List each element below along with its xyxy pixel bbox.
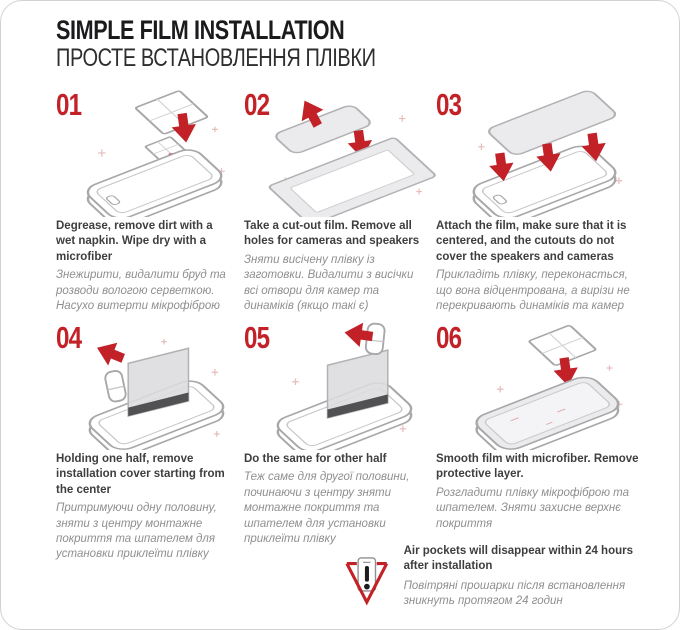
arrow-left-icon: [92, 336, 127, 369]
step-instruction-en: Attach the film, make sure that it is centered, and the cutouts do not cover the speakers and cameras: [436, 220, 627, 263]
step-04: [56, 320, 244, 561]
step-instruction-ua: Зняти висічену плівку із заготовки. Видалити з висічки всі отвори для камер та динаміків (якщо такі є): [244, 253, 414, 313]
warning-text: [404, 544, 657, 610]
step-02: [244, 87, 436, 320]
align-film-over-phone-icon: [452, 87, 638, 217]
step-instruction-en: Holding one half, remove installation cover starting from the center: [56, 453, 225, 496]
phone-screen-icon: [82, 146, 227, 217]
step-05: [244, 320, 436, 553]
warning-icon: [345, 544, 389, 618]
step-number: 05: [244, 320, 270, 355]
peel-film-from-cutout-icon: [260, 87, 436, 217]
step-number: 06: [436, 320, 462, 355]
step-03-illustration: [452, 87, 641, 217]
step-instruction-ua: Розгладити плівку мікрофіброю та шпателем. Зняти захисне верхнє покриття: [436, 486, 630, 530]
step-number: 02: [244, 87, 270, 122]
warning-text-en: Air pockets will disappear within 24 hours after installation: [403, 545, 633, 573]
step-instruction-en: Degrease, remove dirt with a wet napkin. Wipe dry with a microfiber: [56, 220, 213, 263]
wet-napkin-icon: [135, 91, 208, 135]
step-02-illustration: [260, 87, 436, 217]
warning-text-ua: Повітряні прошарки після встановлення зникнуть протягом 24 годин: [403, 579, 626, 608]
step-01-illustration: [72, 87, 244, 217]
step-number: 03: [436, 87, 462, 122]
step-04-illustration: [72, 320, 244, 450]
remove-cover-other-half-icon: [260, 320, 428, 450]
step-instruction-ua: Знежирити, видалити бруд та розводи вологою серветкою. Насухо витерти мікрофіброю: [56, 269, 226, 313]
step-instruction-en: Do the same for other half: [244, 453, 387, 465]
step-05-illustration: [260, 320, 436, 450]
pull-tab-icon: [104, 370, 127, 403]
smooth-film-icon: [452, 320, 638, 450]
remove-cover-half-icon: [72, 320, 240, 450]
page-title: SIMPLE FILM INSTALLATION: [56, 15, 345, 45]
step-01: [56, 87, 244, 320]
step-06-illustration: [452, 320, 641, 450]
step-instruction-ua: Прикладіть плівку, переконасться, що вона відцентрована, а вирізи не перекривають динаміків та камер: [436, 269, 630, 313]
step-03: [436, 87, 641, 320]
step-06: [436, 320, 641, 553]
header: [56, 17, 455, 72]
step-instruction-ua: Притримуючи одну половину, зняти з центру монтажне покриття та шпателем для установки приклеїти плівку: [56, 502, 217, 561]
step-number: 01: [56, 87, 82, 122]
air-pockets-warning: [345, 544, 657, 618]
step-instruction-ua: Теж саме для другої половини, починаючи з центру зняти монтажне покриття та шпателем для установки приклеїти плівку: [244, 471, 410, 546]
step-number: 04: [56, 320, 82, 355]
napkins-cleaning-phone-icon: [72, 87, 240, 217]
page-subtitle: ПРОСТЕ ВСТАНОВЛЕННЯ ПЛІВКИ: [56, 43, 376, 72]
step-instruction-en: Take a cut-out film. Remove all holes for cameras and speakers: [244, 220, 420, 248]
step-instruction-en: Smooth film with microfiber. Remove protective layer.: [436, 453, 639, 481]
